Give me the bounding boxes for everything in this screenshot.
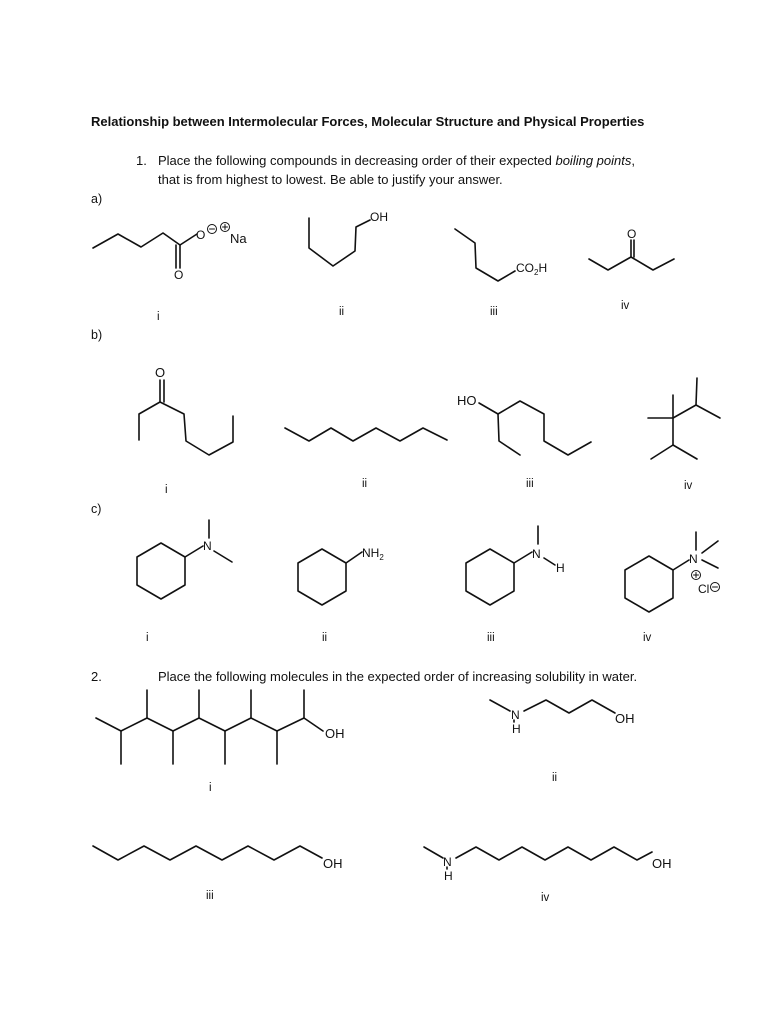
atom-label-co2h: $CO_2H$ (516, 261, 548, 277)
atom-label-o: O (174, 268, 184, 282)
molecule-b-i (139, 365, 233, 455)
atom-label-oh: OH (615, 711, 635, 726)
atom-label-n: N (689, 552, 698, 566)
molecule-c-i (137, 520, 232, 599)
molecule-b-iii (457, 393, 591, 455)
atom-label-oh: OH (323, 856, 343, 871)
atom-label-ho: HO (457, 393, 477, 408)
label-a-iv: iv (621, 300, 630, 312)
label-2-i: i (209, 782, 212, 794)
label-2-ii: ii (552, 772, 558, 784)
molecule-a-ii (309, 210, 388, 266)
minus-charge-icon (208, 225, 217, 234)
atom-label-h: H (556, 561, 565, 575)
label-c-i: i (146, 632, 149, 644)
molecule-2-iii (93, 846, 343, 871)
label-2-iii: iii (206, 890, 214, 902)
molecule-b-ii (285, 428, 447, 441)
atom-label-cl: Cl (698, 582, 710, 596)
atom-label-nh2: $NH_2$ (362, 546, 384, 562)
molecule-c-iv (625, 532, 720, 612)
atom-label-n: N (532, 547, 541, 561)
label-c-ii: ii (322, 632, 328, 644)
atom-label-na: Na (230, 231, 247, 246)
atom-label-h: H (512, 722, 521, 736)
question-2-number: 2. (91, 669, 102, 684)
worksheet-title: Relationship between Intermolecular Forces, Molecular Structure and Physical Properties (91, 114, 645, 129)
molecule-c-iii (466, 526, 565, 605)
label-a-ii: ii (339, 306, 345, 318)
label-c-iv: iv (643, 632, 652, 644)
molecule-2-i (96, 690, 345, 764)
atom-label-oh: OH (652, 856, 672, 871)
molecule-a-iv (589, 227, 674, 270)
part-c-label: c) (91, 502, 102, 516)
label-2-iv: iv (541, 892, 550, 904)
atom-label-oh: OH (325, 726, 345, 741)
molecule-c-ii (298, 546, 384, 605)
question-1-text-b: , (631, 153, 635, 168)
label-b-i: i (165, 484, 168, 496)
label-b-ii: ii (362, 478, 368, 490)
molecule-a-i (93, 223, 247, 283)
molecule-b-iv (648, 378, 720, 459)
question-1-text-a: Place the following compounds in decreasing order of their expected (158, 153, 556, 168)
plus-charge-icon (221, 223, 230, 232)
question-2-text: Place the following molecules in the expected order of increasing solubility in water. (158, 669, 638, 684)
molecule-2-iv (424, 847, 672, 883)
minus-charge-icon (711, 583, 720, 592)
atom-label-n: N (203, 539, 212, 553)
atom-label-oh: OH (370, 210, 388, 224)
atom-label-n: N (511, 708, 520, 722)
label-c-iii: iii (487, 632, 495, 644)
atom-label-o: O (155, 365, 166, 380)
question-1-line-2: that is from highest to lowest. Be able to justify your answer. (158, 172, 503, 187)
question-1-emphasis: boiling points (555, 153, 632, 168)
label-a-iii: iii (490, 306, 498, 318)
atom-label-n: N (443, 855, 452, 869)
question-1-number: 1. (136, 153, 147, 168)
atom-label-h: H (444, 869, 453, 883)
plus-charge-icon (692, 571, 701, 580)
atom-label-o: O (627, 227, 637, 241)
molecule-a-iii (455, 229, 547, 281)
label-a-i: i (157, 311, 160, 323)
molecule-2-ii (490, 700, 635, 736)
atom-label-o: O (196, 228, 206, 242)
part-a-label: a) (91, 192, 103, 206)
label-b-iv: iv (684, 480, 693, 492)
label-b-iii: iii (526, 478, 534, 490)
part-b-label: b) (91, 328, 103, 342)
